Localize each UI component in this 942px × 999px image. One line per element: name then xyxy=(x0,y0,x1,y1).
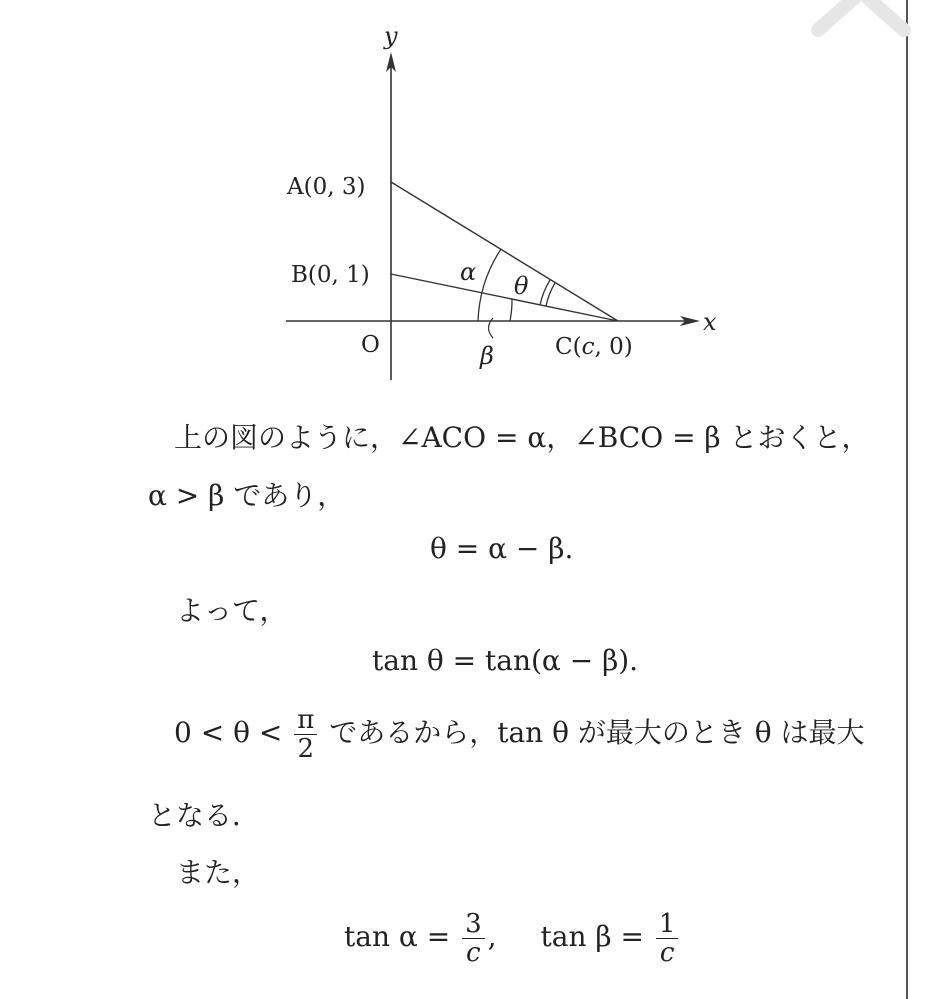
p4-start: 0 < θ < xyxy=(174,716,292,749)
point-c-label: C(c, 0) xyxy=(555,334,633,360)
separator: , xyxy=(487,920,497,953)
tan-alpha-text: tan α = xyxy=(344,920,460,953)
point-b-label: B(0, 1) xyxy=(291,262,370,288)
paragraph-4 xyxy=(174,706,865,763)
line-bc xyxy=(391,274,618,321)
one-over-c-fraction xyxy=(656,910,679,967)
fraction-denominator: 2 xyxy=(297,734,315,764)
paragraph-1: 上の図のように，∠ACO = α，∠BCO = β とおくと， xyxy=(174,421,870,454)
paragraph-6: また， xyxy=(176,856,261,889)
coordinate-figure xyxy=(0,0,908,400)
pi-over-2-fraction xyxy=(294,706,317,763)
axis-x-label: x xyxy=(703,308,717,336)
equation-2: tan θ = tan(α − β). xyxy=(372,644,639,677)
theta-label: θ xyxy=(514,272,529,300)
close-icon xyxy=(806,0,916,42)
equation-3 xyxy=(344,910,681,967)
alpha-arc xyxy=(478,249,501,321)
beta-arc xyxy=(510,299,512,321)
fraction-numerator: 3 xyxy=(462,910,485,939)
line-ac xyxy=(391,182,618,321)
theta-arc-inner xyxy=(546,283,555,306)
right-gutter xyxy=(908,0,942,999)
alpha-label: α xyxy=(460,258,477,286)
axis-y-label: y xyxy=(384,22,398,50)
paragraph-3: よって， xyxy=(176,594,288,627)
close-button[interactable] xyxy=(806,0,916,42)
origin-label: O xyxy=(361,332,380,358)
point-a-label: A(0, 3) xyxy=(287,174,366,200)
paragraph-2: α > β であり， xyxy=(148,479,346,512)
paragraph-5: となる． xyxy=(148,799,261,832)
tan-beta-text: tan β = xyxy=(540,920,653,953)
fraction-numerator: π xyxy=(294,706,317,735)
theta-arc-outer xyxy=(540,280,550,305)
p4-end: であるから，tan θ が最大のとき θ は最大 xyxy=(320,716,865,749)
fraction-denominator: c xyxy=(659,938,675,968)
fraction-denominator: c xyxy=(466,938,481,968)
three-over-c-fraction xyxy=(462,910,485,967)
equation-1: θ = α − β. xyxy=(430,532,574,565)
beta-label: β xyxy=(480,342,494,370)
fraction-numerator: 1 xyxy=(656,910,679,939)
